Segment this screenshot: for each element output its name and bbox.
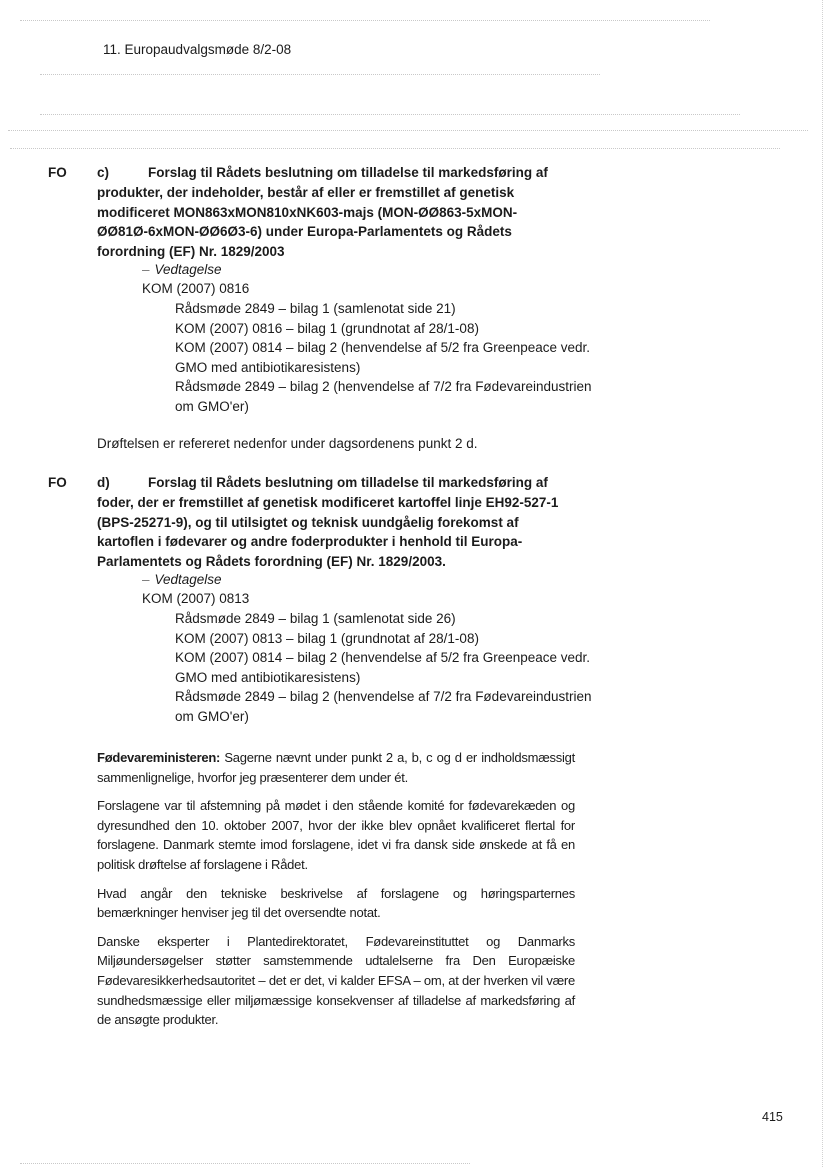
annex-item: Rådsmøde 2849 – bilag 2 (henvendelse af 7/2 fra Fødevareindustrien om GMO'er) [175, 689, 592, 724]
decision-type [142, 262, 222, 277]
annex-list [175, 299, 595, 417]
fo-marker: FO [48, 475, 67, 490]
page-number: 415 [762, 1110, 783, 1124]
dash-bullet: – [142, 262, 150, 277]
meeting-title: 11. Europaudvalgsmøde 8/2-08 [103, 42, 292, 57]
page-edge [822, 0, 823, 1167]
statement-paragraph: Danske eksperter i Plantedirektoratet, Fødevareinstituttet og Danmarks Miljøundersøgelser støtter samstemmende udtalelserne fra Den Europæiske Fødevaresikkerhedsautoritet – det er det, vi kalder EFSA – om, at der hverken vil være sundhedsmæssige eller miljømæssige konsekvenser af tilladelse af markedsføring af de ansøgte produkter. [97, 933, 575, 1028]
scan-line [20, 20, 710, 21]
cross-reference-note: Drøftelsen er refereret nedenfor under dagsordenens punkt 2 d. [97, 436, 478, 451]
item-title: Forslag til Rådets beslutning om tilladelse til markedsføring af foder, der er fremstillet af genetisk modificeret kartoffel linje EH92-527-1 (BPS-25271-9), og til utilsigtet og teknisk uundgåelig forekomst af kartoflen i fødevarer og andre foderprodukter i henhold til Europa-Parlamentets og Rådets forordning (EF) Nr. 1829/2003. [97, 475, 559, 570]
annex-item: KOM (2007) 0814 – bilag 2 (henvendelse af 5/2 fra Greenpeace vedr. GMO med antibiotikaresistens) [175, 340, 591, 375]
scan-line [40, 114, 740, 115]
decision-type [142, 572, 222, 587]
scan-line [8, 130, 808, 131]
scan-line [40, 74, 600, 75]
statement-paragraph: Forslagene var til afstemning på mødet i den stående komité for fødevarekæden og dyresundhed den 10. oktober 2007, hvor der ikke blev opnået kvalificeret flertal for forslagene. Danmark stemte imod forslagene, idet vi fra dansk side ønskede at få en politisk drøftelse af forslagene i Rådet. [97, 798, 575, 872]
annex-item: Rådsmøde 2849 – bilag 1 (samlenotat side 26) [175, 611, 456, 626]
kom-reference: KOM (2007) 0816 [142, 281, 250, 296]
annex-item: KOM (2007) 0813 – bilag 1 (grundnotat af 28/1-08) [175, 630, 479, 646]
statement-paragraph [97, 748, 575, 787]
kom-reference: KOM (2007) 0813 [142, 591, 250, 606]
decision-label: Vedtagelse [154, 572, 222, 587]
decision-label: Vedtagelse [154, 262, 222, 277]
item-title: Forslag til Rådets beslutning om tilladelse til markedsføring af produkter, der indeholder, består af eller er fremstillet af genetisk modificeret MON863xMON810xNK603-majs (MON-ØØ863-5xMON-ØØ81Ø-6xMON-ØØ6Ø3-6) under Europa-Parlamentets og Rådets forordning (EF) Nr. 1829/2003 [97, 165, 548, 260]
annex-item: Rådsmøde 2849 – bilag 1 (samlenotat side 21) [175, 301, 456, 316]
item-letter: c) [97, 165, 110, 180]
scan-line [10, 148, 780, 149]
scan-line [20, 1163, 470, 1164]
fo-marker: FO [48, 165, 67, 180]
annex-item: Rådsmøde 2849 – bilag 2 (henvendelse af 7/2 fra Fødevareindustrien om GMO'er) [175, 379, 592, 414]
statement-paragraph: Hvad angår den tekniske beskrivelse af forslagene og høringsparternes bemærkninger henviser jeg til det oversendte notat. [97, 885, 575, 921]
dash-bullet: – [142, 572, 150, 587]
speaker-name: Fødevareministeren: [97, 750, 221, 765]
paragraph-text: Sagerne nævnt under punkt 2 a, b, c og d er indholdsmæssigt sammenlignelige, hvorfor jeg præsenterer dem under ét. [97, 750, 575, 785]
annex-list [175, 609, 595, 727]
annex-item: KOM (2007) 0816 – bilag 1 (grundnotat af 28/1-08) [175, 320, 479, 336]
minister-statement [97, 748, 575, 1039]
annex-item: KOM (2007) 0814 – bilag 2 (henvendelse af 5/2 fra Greenpeace vedr. GMO med antibiotikaresistens) [175, 650, 591, 685]
item-letter: d) [97, 475, 110, 490]
